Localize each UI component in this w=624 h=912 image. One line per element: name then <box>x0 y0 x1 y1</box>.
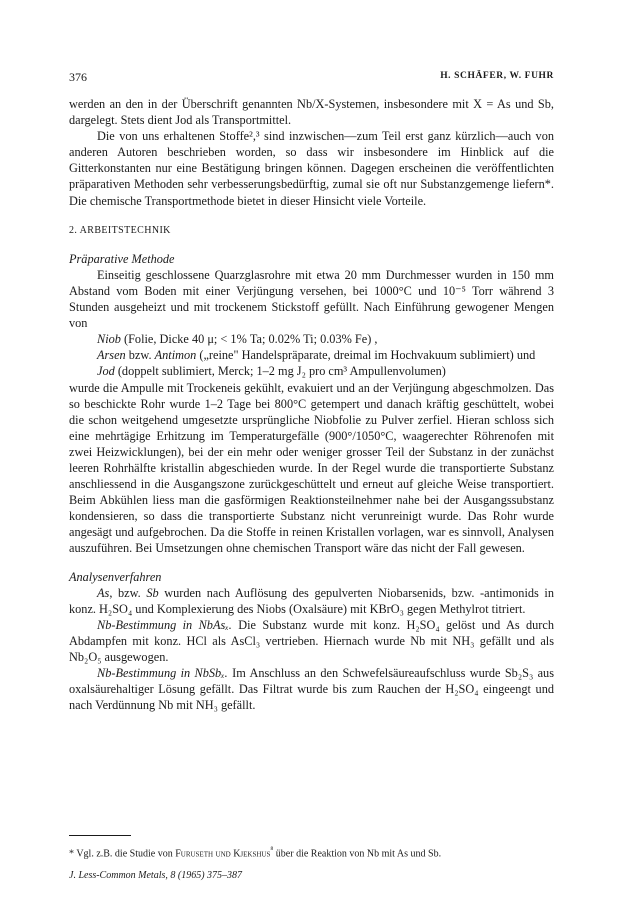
arsen-text: („reine" Handelspräparate, dreimal im Hochvakuum sublimiert) und <box>196 348 536 363</box>
footnote: * Vgl. z.B. die Studie von Furuseth und Kjekshus$^{^8}$ über die Reaktion von Nb mit As und Sb. <box>69 845 442 860</box>
page-number: 376 <box>69 70 87 84</box>
preparative-paragraph-2: wurde die Ampulle mit Trockeneis gekühlt, evakuiert und an der Verjüngung abgeschmolzen. Das so beschickte Rohr wurde 1–2 Tage bei 800°C getempert und danach kräftig geschüttelt, wobei die schon weitgehend umgesetzte ursprüngliche Niobfolie zu Pulver zerfiel. Hieran schloss sich eine mehrtägige Erhitzung im Temperaturgefälle (900°/1050°C, waagerechter Röhrenofen mit zwei Heizwicklungen), bei der ein mehr oder weniger grosser Teil der Substanz in der zunächst leeren Rohrhälfte kristallin abgeschieden wurde. In der Regel wurde die transportierte Substanz anschliessend in die Ausgangszone zurückgeschüttelt und erneut auf gleiche Weise transportiert. Beim Abkühlen liess man die gasförmigen Reaktionsteilnehmer nahe bei der Ausgangssubstanz kondensieren, so dass die transportierte Substanz nicht verunreinigt wurde. Das Rohr wurde angesägt und aufgebrochen. Da die Stoffe in reinen Kristallen vorlagen, war es sinnvoll, Analysen auszuführen. Bei Umsetzungen ohne chemischen Transport wäre das nicht der Fall gewesen. <box>69 380 554 556</box>
material-arsen: Arsen bzw. Antimon („reine" Handelspräparate, dreimal im Hochvakuum sublimiert) und <box>97 348 536 363</box>
footnote-rule <box>69 835 131 836</box>
as-label: As <box>97 585 110 600</box>
article-body <box>69 96 554 713</box>
jod-label: Jod <box>97 364 115 379</box>
journal-footer: J. Less-Common Metals, 8 (1965) 375–387 <box>69 870 243 881</box>
nbsb-label: Nb-Bestimmung in NbSbₓ. <box>97 666 228 681</box>
footnote-authors: Furuseth und Kjekshus <box>175 848 271 860</box>
jod-text: (doppelt sublimiert, Merck; 1–2 mg J₂ pro cm³ Ampullenvolumen) <box>114 364 446 379</box>
niob-label: Niob <box>97 332 121 347</box>
analysis-paragraph-1: As, bzw. Sb wurden nach Auflösung des gepulverten Niobarsenids, bzw. -antimonids in konz. H₂SO₄ und Komplexierung des Niobs (Oxalsäure) mit KBrO₃ gegen Methylrot titriert. <box>69 585 554 616</box>
niob-text: (Folie, Dicke 40 μ; < 1% Ta; 0.02% Ti; 0.03% Fe) , <box>120 332 378 347</box>
intro-paragraph-2: Die von uns erhaltenen Stoffe²,³ sind inzwischen—zum Teil erst ganz kürzlich—auch von anderen Autoren beschrieben worden, so dass wir insbesondere im Hinblick auf die Gitterkonstanten nur eine Bestätigung bringen können. Dagegen erscheinen die veröffentlichten präparativen Methoden sehr verbesserungsbedürftig, zumal sie oft nur Substanzgemenge liefern*. Die chemische Transportmethode bietet in dieser Hinsicht viele Vorteile. <box>69 129 554 208</box>
sb-label: Sb <box>146 585 159 600</box>
nbas-label: Nb-Bestimmung in NbAsₓ. <box>97 617 232 632</box>
analysis-paragraph-nbsb: Nb-Bestimmung in NbSbₓ. Im Anschluss an den Schwefelsäureaufschluss wurde Sb₂S₃ aus oxalsäurehaltiger Lösung gefällt. Das Filtrat wurde bis zum Rauchen der H₂SO₄ eingeengt und nach Verdünnung Nb mit NH₃ gefällt. <box>69 666 554 713</box>
analysis-paragraph-nbas: Nb-Bestimmung in NbAsₓ. Die Substanz wurde mit konz. H₂SO₄ gelöst und As durch Abdampfen mit konz. HCl als AsCl₃ vertrieben. Hiernach wurde Nb mit NH₃ gefällt und als Nb₂O₅ ausgewogen. <box>69 617 554 664</box>
running-header <box>69 70 554 86</box>
material-jod <box>69 363 554 379</box>
section-heading: 2. ARBEITSTECHNIK <box>69 224 171 236</box>
subsection-heading-preparative: Präparative Methode <box>69 251 175 266</box>
preparative-paragraph-1: Einseitig geschlossene Quarzglasrohre mit etwa 20 mm Durchmesser wurden in 150 mm Abstand vom Boden mit einer Verjüngung versehen, bei 1000°C und 10⁻⁵ Torr während 3 Stunden ausgeheizt und mit trockenem Stickstoff gefüllt. Nach Einführung gewogener Mengen von <box>69 267 554 331</box>
subsection-heading-analysis: Analysenverfahren <box>69 569 162 584</box>
running-authors: H. SCHÄFER, W. FUHR <box>440 71 554 81</box>
intro-paragraph-1: werden an den in der Überschrift genannten Nb/X-Systemen, insbesondere mit X = As und Sb, dargelegt. Stets dient Jod als Transportmittel. <box>69 97 554 128</box>
arsen-label: Arsen <box>97 348 126 363</box>
material-niob <box>69 331 554 347</box>
antimon-label: Antimon <box>154 348 197 363</box>
